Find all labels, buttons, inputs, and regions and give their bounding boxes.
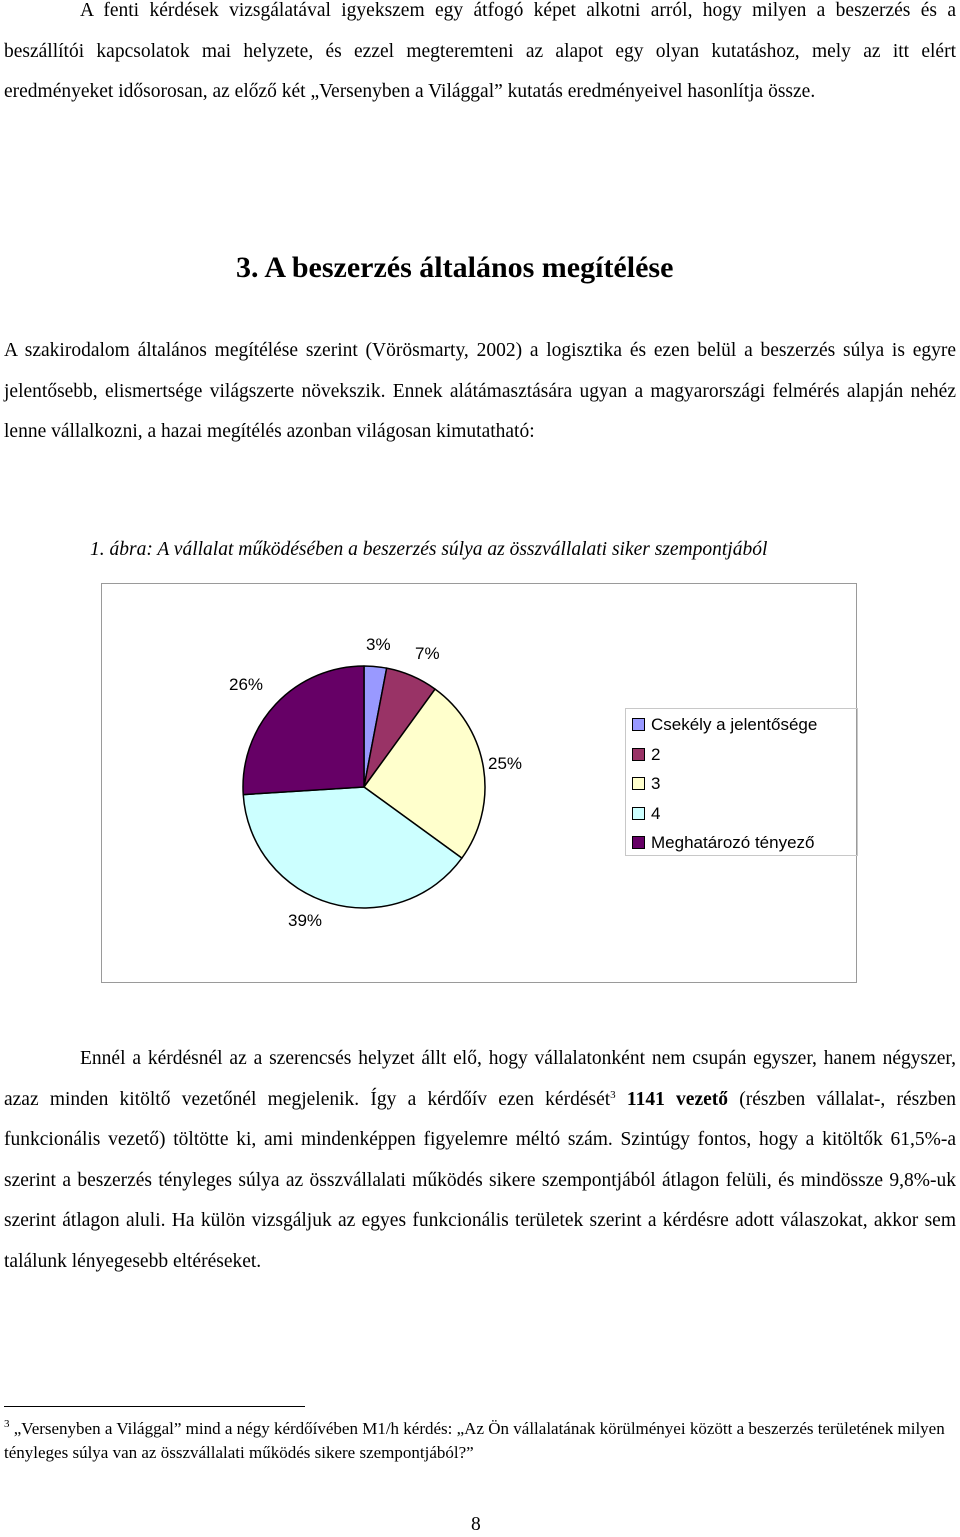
footnote-mark: 3 [4,1418,10,1430]
legend-label: Meghatározó tényező [651,833,815,852]
pie-chart-figure [101,583,857,983]
chart-legend [625,708,858,856]
slice-value-label: 25% [488,754,523,773]
respondent-count: 1141 vezető [626,1088,728,1110]
slice-value-label: 39% [288,911,323,930]
results-text-part2: (részben vállalat-, részben funkcionális vezető) töltötte ki, ami mindenképpen figyelemre méltó szám. Szintúgy fontos, hogy a kitöltők 61,5%-a szerint a beszerzés tényleges súlya az összvállalati működés sikere szempontjából átlagon felüli, és mindössze 9,8%-uk szerint átlagon aluli. Ha külön vizsgáljuk az egyes funkcionális területek szerint a kérdésre adott válaszokat, akkor sem találunk lényegesebb eltéréseket. [4,1088,957,1272]
intro-paragraph: A fenti kérdések vizsgálatával igyekszem egy átfogó képet alkotni arról, hogy milyen a beszerzés és a beszállítói kapcsolatok mai helyzete, és ezzel megteremteni az alapot egy olyan kutatáshoz, mely az itt elért eredményeket idősorosan, az előző két „Versenyben a Világgal” kutatás eredményeivel hasonlítja össze. [4,0,956,102]
slice-value-label: 3% [366,635,391,654]
footnote-text: „Versenyben a Világgal” mind a négy kérdőívében M1/h kérdés: „Az Ön vállalatának körülményei között a beszerzés területének milyen tényleges súlya van az összvállalati működés sikere szempontjából?” [4,1419,945,1462]
legend-swatch [632,718,645,731]
section-heading: 3. A beszerzés általános megítélése [236,251,674,284]
slice-value-label: 7% [415,644,440,663]
legend-swatch [632,807,645,820]
results-paragraph [4,1039,956,1282]
figure-caption: 1. ábra: A vállalat működésében a beszerzés súlya az összvállalati siker szempontjából [90,539,768,560]
results-text-part1: Ennél a kérdésnél az a szerencsés helyzet állt elő, hogy vállalatonként nem csupán egyszer, hanem négyszer, azaz minden kitöltő vezetőnél megjelenik. Így a kérdőív ezen kérdését [4,1048,956,1110]
legend-label: Csekély a jelentősége [651,715,818,734]
legend-label: 2 [651,744,661,764]
footnote-separator [4,1406,305,1407]
page-number: 8 [471,1514,481,1535]
legend-swatch [632,748,645,761]
legend-swatch [632,777,645,790]
legend-label: 3 [651,774,661,793]
slice-value-label: 26% [229,675,264,694]
footnote [4,1417,956,1465]
legend-swatch [632,836,645,849]
footnote-reference: 3 [610,1088,616,1101]
legend-label: 4 [651,803,661,823]
section-paragraph: A szakirodalom általános megítélése szerint (Vörösmarty, 2002) a logisztika és ezen belül a beszerzés súlya is egyre jelentősebb, elismertsége világszerte növekszik. Ennek alátámasztására ugyan a magyarországi felmérés alapján nehéz lenne vállalkozni, a hazai megítélés azonban világosan kimutatható: [4,340,956,442]
